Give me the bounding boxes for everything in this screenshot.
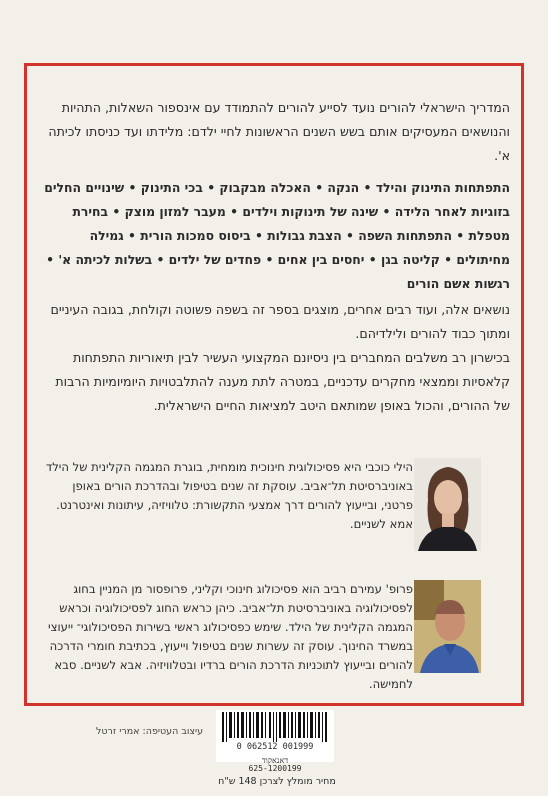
barcode	[216, 710, 334, 762]
intro-paragraph: המדריך הישראלי להורים נועד לסייע להורים להתמודד עם אינספור השאלות, התהיות והנושאים המעסיקים אותם בשש השנים הראשונות לחיי ילדם: מלידתו ועד כניסתו לכיתה א'.	[48, 100, 510, 163]
author1-bio: הילי כוכבי היא פסיכולוגית חינוכית מומחית, בוגרת המגמה הקלינית של הילד באוניברסיטת תל־אביב. עוסקת זה שנים בטיפול ובהדרכת הורים באופן פרטני, ובייעוץ להורים דרך אמצעי התקשורת: טלוויזיה, עיתונות ואינטרנט. אמא לשניים.	[45, 460, 413, 531]
author2-photo	[414, 580, 481, 673]
publisher-name: דאנאקוד	[261, 756, 289, 765]
summary-paragraph-2: בכישרון רב משלבים המחברים בין ניסיונם המקצועי העשיר לבין תיאוריות התפתחות קלאסיות וממצאי מחקרים עדכניים, במטרה לתת מענה להתלבטויות היומיומיות הרבות של ההורים, והכול באופן שמותאם היטב למציאות החיים הישראלית.	[55, 350, 510, 413]
barcode-number: 0 062512 001999	[236, 742, 314, 752]
summary-paragraph-1: נושאים אלה, ועוד רבים אחרים, מוצגים בספר זה בשפה פשוטה וקולחת, בגובה העיניים ומתוך כבוד להורים ולילדיהם.	[50, 302, 510, 341]
topics-list: התפתחות התינוק והילד • הנקה • האכלה מבקבוק • בכי התינוק • שינויים החלים בזוגיות לאחר הלידה • שינה של תינוקות וילדים • מעבר למזון מוצק • בחירת מטפלת • התפתחות השפה • הצבת גבולות • ביסוס סמכות הורית • גמילה מחיתולים • קליטה בגן • יחסים בין אחים • פחדים של ילדים • בשלות לכיתה א' • רגשות אשם הורים	[44, 180, 510, 291]
barcode-bars	[220, 712, 330, 742]
price-note: מחיר מומלץ לצרכן 148 ש"ח	[218, 776, 336, 787]
author2-bio: פרופ' עמירם רביב הוא פסיכולוג חינוכי וקליני, פרופסור מן המניין בחוג לפסיכולוגיה באוניברסיטת תל־אביב. כיהן כראש החוג לפסיכולוגיה וכראש המגמה הקלינית של הילד. שימש כפסיכולוג ראשי בשירות הפסיכולוגי־ ייעוצי במשרד החינוך. עוסק זה עשרות שנים בטיפול וייעוץ, בכתיבת חומרי הדרכה להורים ובייעוץ לתוכניות הדרכת הורים ברדיו ובטלוויזיה. אבא לשניים. סבא לחמישה.	[48, 582, 413, 691]
author1-photo	[414, 458, 481, 551]
catalog-number: 625-1200199	[248, 764, 302, 773]
cover-design-credit: עיצוב העטיפה: אמרי זרטל	[96, 726, 204, 737]
